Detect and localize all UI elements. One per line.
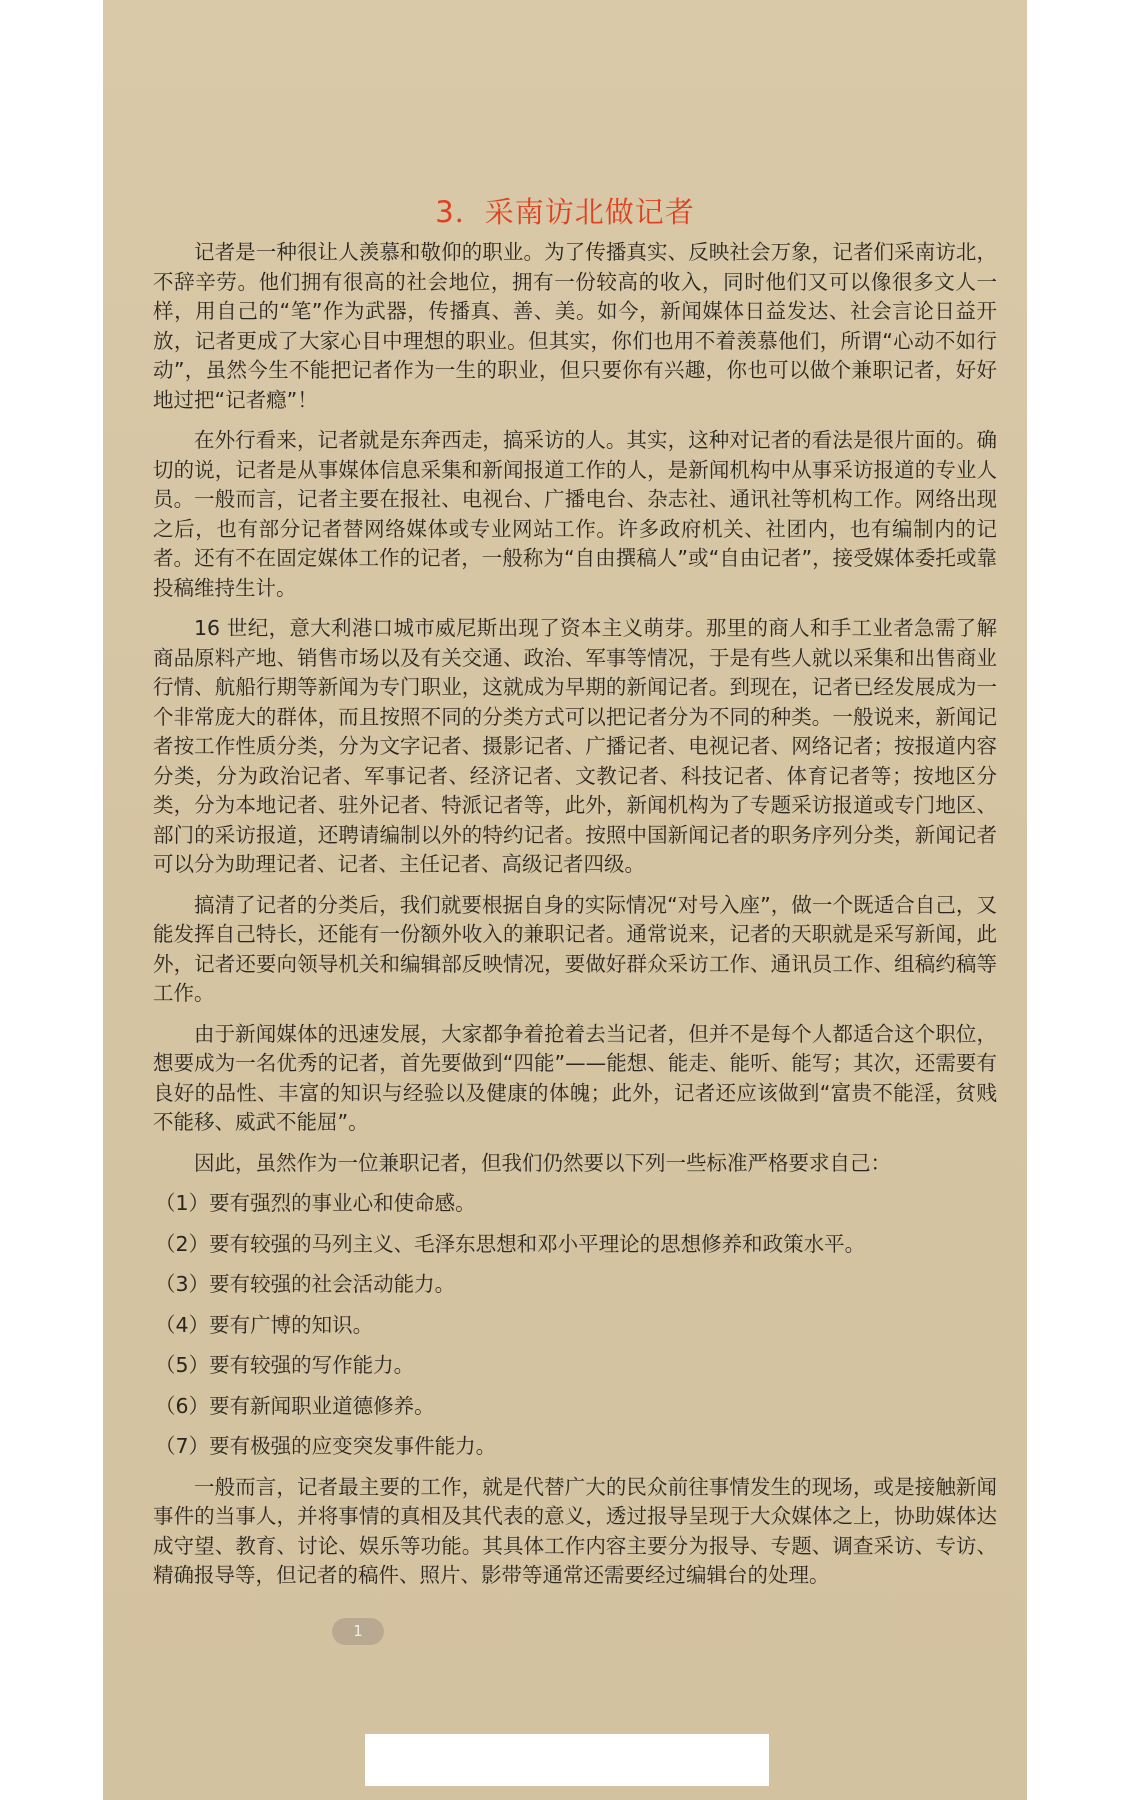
paragraph: 由于新闻媒体的迅速发展，大家都争着抢着去当记者，但并不是每个人都适合这个职位，想要成为一名优秀的记者，首先要做到“四能”——能想、能走、能听、能写；其次，还需要有良好的品性、丰富的知识与经验以及健康的体魄；此外，记者还应该做到“富贵不能淫，贫贱不能移、威武不能屈”。 bbox=[153, 1021, 997, 1134]
paragraph: 记者是一种很让人羡慕和敬仰的职业。为了传播真实、反映社会万象，记者们采南访北，不辞辛劳。他们拥有很高的社会地位，拥有一份较高的收入，同时他们又可以像很多文人一样，用自己的“笔”作为武器，传播真、善、美。如今，新闻媒体日益发达、社会言论日益开放，记者更成了大家心目中理想的职业。但其实，你们也用不着羡慕他们，所谓“心动不如行动”，虽然今生不能把记者作为一生的职业，但只要你有兴趣，你也可以做个兼职记者，好好地过把“记者瘾”！ bbox=[153, 240, 997, 412]
list-item: （7）要有极强的应变突发事件能力。 bbox=[155, 1434, 497, 1458]
paragraph: 因此，虽然作为一位兼职记者，但我们仍然要以下列一些标准严格要求自己： bbox=[194, 1150, 891, 1175]
page-title: 3．采南访北做记者 bbox=[435, 195, 695, 229]
document-page bbox=[103, 0, 1027, 1800]
list-item: （3）要有较强的社会活动能力。 bbox=[155, 1272, 456, 1296]
paragraph: 在外行看来，记者就是东奔西走，搞采访的人。其实，这种对记者的看法是很片面的。确切的说，记者是从事媒体信息采集和新闻报道工作的人，是新闻机构中从事采访报道的专业人员。一般而言，记者主要在报社、电视台、广播电台、杂志社、通讯社等机构工作。网络出现之后，也有部分记者替网络媒体或专业网站工作。许多政府机关、社团内，也有编制内的记者。还有不在固定媒体工作的记者，一般称为“自由撰稿人”或“自由记者”，接受媒体委托或靠投稿维持生计。 bbox=[153, 428, 997, 600]
blank-overlay bbox=[365, 1734, 769, 1786]
page-number-badge: 1 bbox=[332, 1618, 384, 1645]
list-item: （6）要有新闻职业道德修养。 bbox=[155, 1393, 435, 1418]
list-item: （4）要有广博的知识。 bbox=[155, 1312, 374, 1337]
list-item: （2）要有较强的马列主义、毛泽东思想和邓小平理论的思想修养和政策水平。 bbox=[155, 1231, 866, 1256]
paragraph: 16 世纪，意大利港口城市威尼斯出现了资本主义萌芽。那里的商人和手工业者急需了解商品原料产地、销售市场以及有关交通、政治、军事等情况，于是有些人就以采集和出售商业行情、航船行期等新闻为专门职业，这就成为早期的新闻记者。到现在，记者已经发展成为一个非常庞大的群体，而且按照不同的分类方式可以把记者分为不同的种类。一般说来，新闻记者按工作性质分类，分为文字记者、摄影记者、广播记者、电视记者、网络记者；按报道内容分类，分为政治记者、军事记者、经济记者、文教记者、科技记者、体育记者等；按地区分类，分为本地记者、驻外记者、特派记者等，此外，新闻机构为了专题采访报道或专门地区、部门的采访报道，还聘请编制以外的特约记者。按照中国新闻记者的职务序列分类，新闻记者可以分为助理记者、记者、主任记者、高级记者四级。 bbox=[153, 616, 997, 876]
list-item: （1）要有强烈的事业心和使命感。 bbox=[155, 1191, 476, 1215]
list-item: （5）要有较强的写作能力。 bbox=[155, 1353, 415, 1377]
paragraph: 搞清了记者的分类后，我们就要根据自身的实际情况“对号入座”，做一个既适合自己，又能发挥自己特长，还能有一份额外收入的兼职记者。通常说来，记者的天职就是采写新闻，此外，记者还要向领导机关和编辑部反映情况，要做好群众采访工作、通讯员工作、组稿约稿等工作。 bbox=[153, 892, 997, 1005]
article-body bbox=[153, 238, 997, 1602]
paragraph: 一般而言，记者最主要的工作，就是代替广大的民众前往事情发生的现场，或是接触新闻事件的当事人，并将事情的真相及其代表的意义，透过报导呈现于大众媒体之上，协助媒体达成守望、教育、讨论、娱乐等功能。其具体工作内容主要分为报导、专题、调查采访、专访、精确报导等，但记者的稿件、照片、影带等通常还需要经过编辑台的处理。 bbox=[153, 1474, 997, 1587]
